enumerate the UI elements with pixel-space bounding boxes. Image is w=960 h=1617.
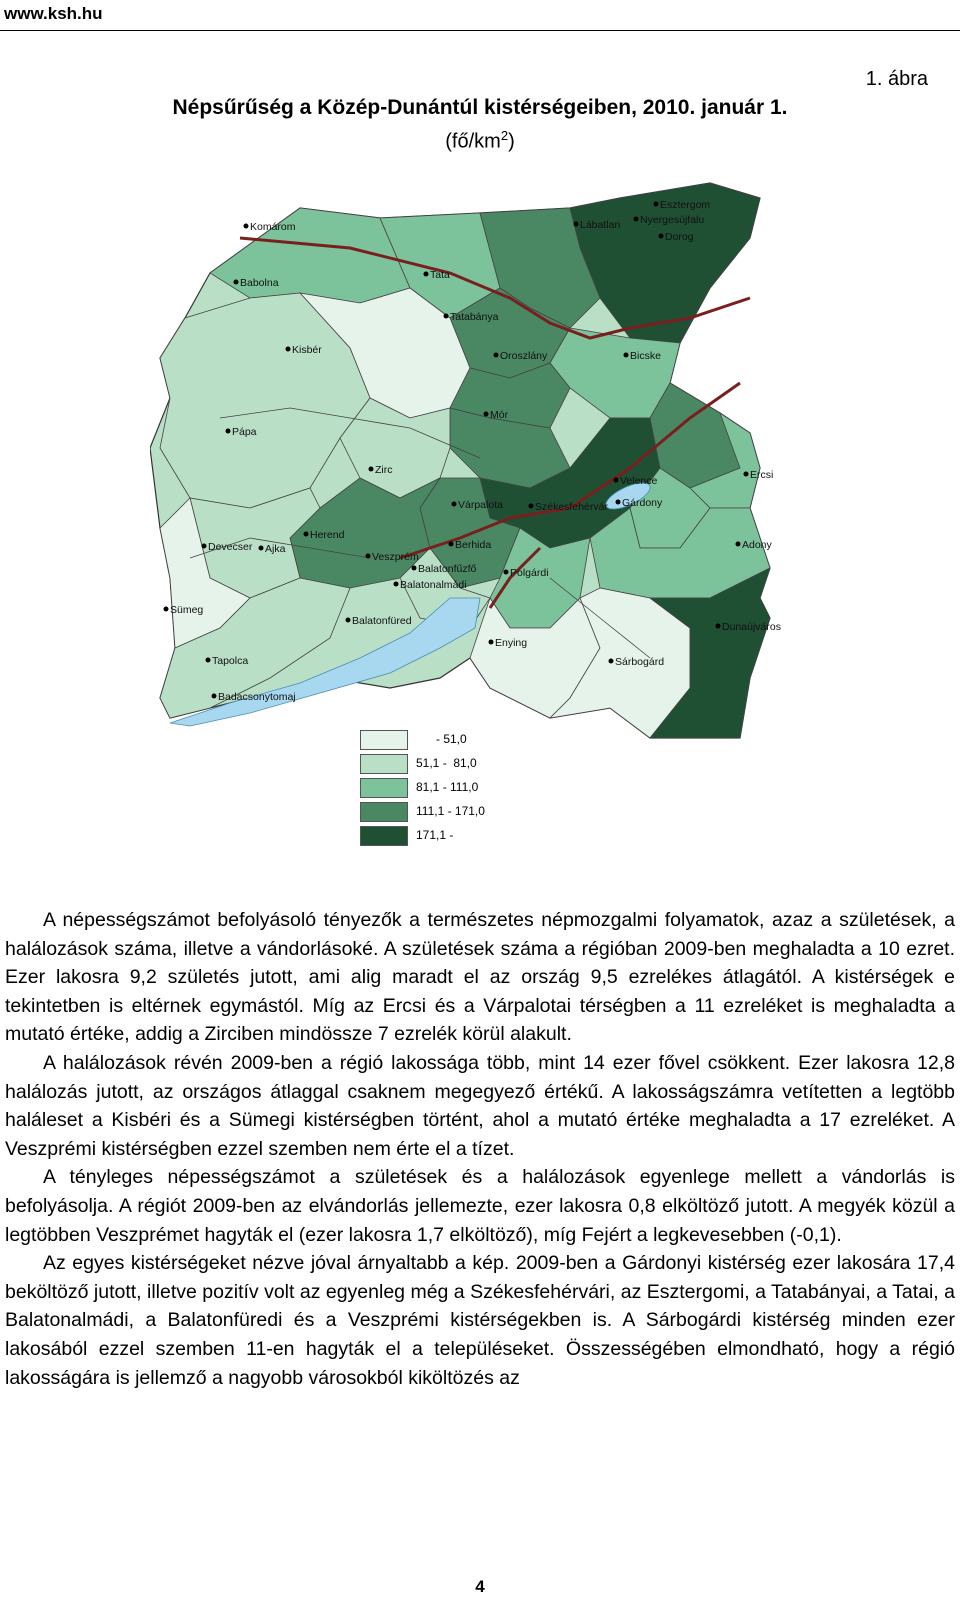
settlement-dot [744,472,749,477]
settlement-dot [412,566,417,571]
settlement-dot [654,202,659,207]
legend-label: 171,1 - [416,828,454,842]
paragraph: A tényleges népességszámot a születések és a halálozások egyenlege mellett a vándorlás is befolyásolja. A régiót 2009-ben az elvándorlás jellemezte, ezer lakosra 0,8 elköltöző jutott. A megyék közül a legtöbben Veszprémet hagyták el (ezer lakosra 1,7 elköltöző), míg Fejért a legkevesebben (-0,1). [5,1166,955,1246]
place-label: Velence [620,475,658,487]
settlement-dot [489,640,494,645]
paragraph: A népességszámot befolyásoló tényezők a természetes népmozgalmi folyamatok, azaz a születések, a halálozások száma, illetve a vándorlásoké. A születések száma a régióban 2009-ben meghaladta a 10 ezret. Ezer lakosra 9,2 születés jutott, ami alig maradt el az ország 9,5 ezrelékes átlagától. A kistérségek e tekintetben is eltérnek egymástól. Míg az Ercsi és a Várpalotai térségben a 11 ezreléket is meghaladta a mutató értéke, addig a Zirciben mindössze 7 ezrelék körül alakult. [5,909,955,1046]
settlement-dot [634,217,639,222]
place-label: Tapolca [212,655,249,667]
place-label: Berhida [455,539,492,551]
place-label: Babolna [240,277,279,289]
settlement-dot [484,412,489,417]
place-label: Gárdony [622,497,663,509]
place-label: Balatonfüred [352,615,412,627]
legend-row [360,826,580,846]
settlement-dot [716,624,721,629]
legend-row [360,754,580,774]
settlement-dot [624,353,629,358]
legend-swatch [360,754,408,774]
settlement-dot [659,234,664,239]
figure-unit [0,128,960,154]
settlement-dot [529,504,534,509]
place-label: Pápa [232,426,257,438]
place-label: Badacsonytomaj [218,691,296,703]
settlement-dot [394,582,399,587]
settlement-dot [244,224,249,229]
page-number: 4 [475,1577,485,1596]
paragraph: A halálozások révén 2009-ben a régió lakossága több, mint 14 ezer fővel csökkent. Ezer lakosra 12,8 halálozás jutott, az országos átlaggal csaknem megegyező értékű. A lakosságszámra vetítetten a legtöbb haláleset a Kisbéri és a Sümegi kistérségben történt, ahol a mutató értéke meghaladta a 17 ezreléket. A Veszprémi kistérségben ezzel szemben nem érte el a tízet. [5,1051,955,1160]
settlement-dot [574,222,579,227]
settlement-dot [346,618,351,623]
legend-swatch [360,826,408,846]
legend-swatch [360,778,408,798]
site-url[interactable]: www.ksh.hu [4,4,103,23]
place-label: Ercsi [750,469,774,481]
place-label: Ajka [265,543,286,555]
settlement-dot [212,694,217,699]
unit-superscript: 2 [500,128,509,143]
paragraph: Az egyes kistérségeket nézve jóval árnyaltabb a kép. 2009-ben a Gárdonyi kistérség ezer lakosára 17,4 beköltöző jutott, illetve pozitív volt az egyenleg még a Székesfehérvári, az Esztergomi, a Tatabányai, a Tatai, a Balatonalmádi, a Balatonfüredi és a Veszprémi kistérségekben is. A Sárbogárdi kistérség minden ezer lakosából ezzel szemben 11-en hagyták el a településeket. Összességében elmondható, hogy a régió lakosságára is jellemző a nagyobb városokból kiköltözés az [5,1252,955,1389]
settlement-dot [259,546,264,551]
settlement-dot [449,542,454,547]
place-label: Komárom [250,221,296,233]
legend-row [360,778,580,798]
place-label: Esztergom [660,199,711,211]
unit-suffix: ) [508,130,515,153]
place-label: Tata [430,269,450,281]
place-label: Mór [490,409,509,421]
place-label: Polgárdi [510,567,549,579]
place-label: Kisbér [292,344,322,356]
place-label: Bicske [630,350,661,362]
settlement-dot [286,347,291,352]
place-label: Sümeg [170,604,204,616]
settlement-dot [504,570,509,575]
settlement-dot [304,532,309,537]
place-label: Veszprém [372,551,419,563]
settlement-dot [226,429,231,434]
place-label: Zirc [375,464,393,476]
body-text [5,906,955,1392]
legend-swatch [360,802,408,822]
legend-row [360,730,580,750]
legend-label: 81,1 - 111,0 [416,780,479,794]
settlement-dot [616,500,621,505]
legend-row [360,802,580,822]
place-label: Dorog [665,231,694,243]
place-label: Tatabánya [450,311,499,323]
settlement-dot [494,353,499,358]
place-label: Nyergesújfalu [640,214,705,226]
place-label: Dunaújváros [722,621,781,633]
figure-title: Népsűrűség a Közép-Dunántúl kistérségeiben, 2010. január 1. [172,96,788,119]
settlement-dot [202,544,207,549]
place-label: Enying [495,637,528,649]
unit-prefix: (fő/km [445,130,501,153]
settlement-dot [206,658,211,663]
place-label: Székesfehérvár [535,501,608,513]
settlement-dot [614,478,619,483]
settlement-dot [234,280,239,285]
legend-swatch [360,730,408,750]
legend-label: - 51,0 [416,732,467,746]
settlement-dot [736,542,741,547]
place-label: Balatonfűzfő [418,563,477,575]
place-label: Várpalota [458,499,503,511]
place-label: Adony [742,539,772,551]
legend-label: 51,1 - 81,0 [416,756,477,770]
header-rule [0,30,960,31]
settlement-dot [609,659,614,664]
place-label: Devecser [208,541,253,553]
choropleth-map [150,178,790,758]
place-label: Sárbogárd [615,656,665,668]
place-label: Lábatlan [580,219,621,231]
settlement-dot [424,272,429,277]
settlement-dot [452,502,457,507]
settlement-dot [444,314,449,319]
settlement-dot [369,467,374,472]
place-label: Balatonalmádi [400,579,467,591]
place-label: Oroszlány [500,350,548,362]
figure-number: 1. ábra [865,68,928,90]
place-label: Herend [310,529,345,541]
settlement-dot [366,554,371,559]
legend-label: 111,1 - 171,0 [416,804,485,818]
settlement-dot [164,607,169,612]
